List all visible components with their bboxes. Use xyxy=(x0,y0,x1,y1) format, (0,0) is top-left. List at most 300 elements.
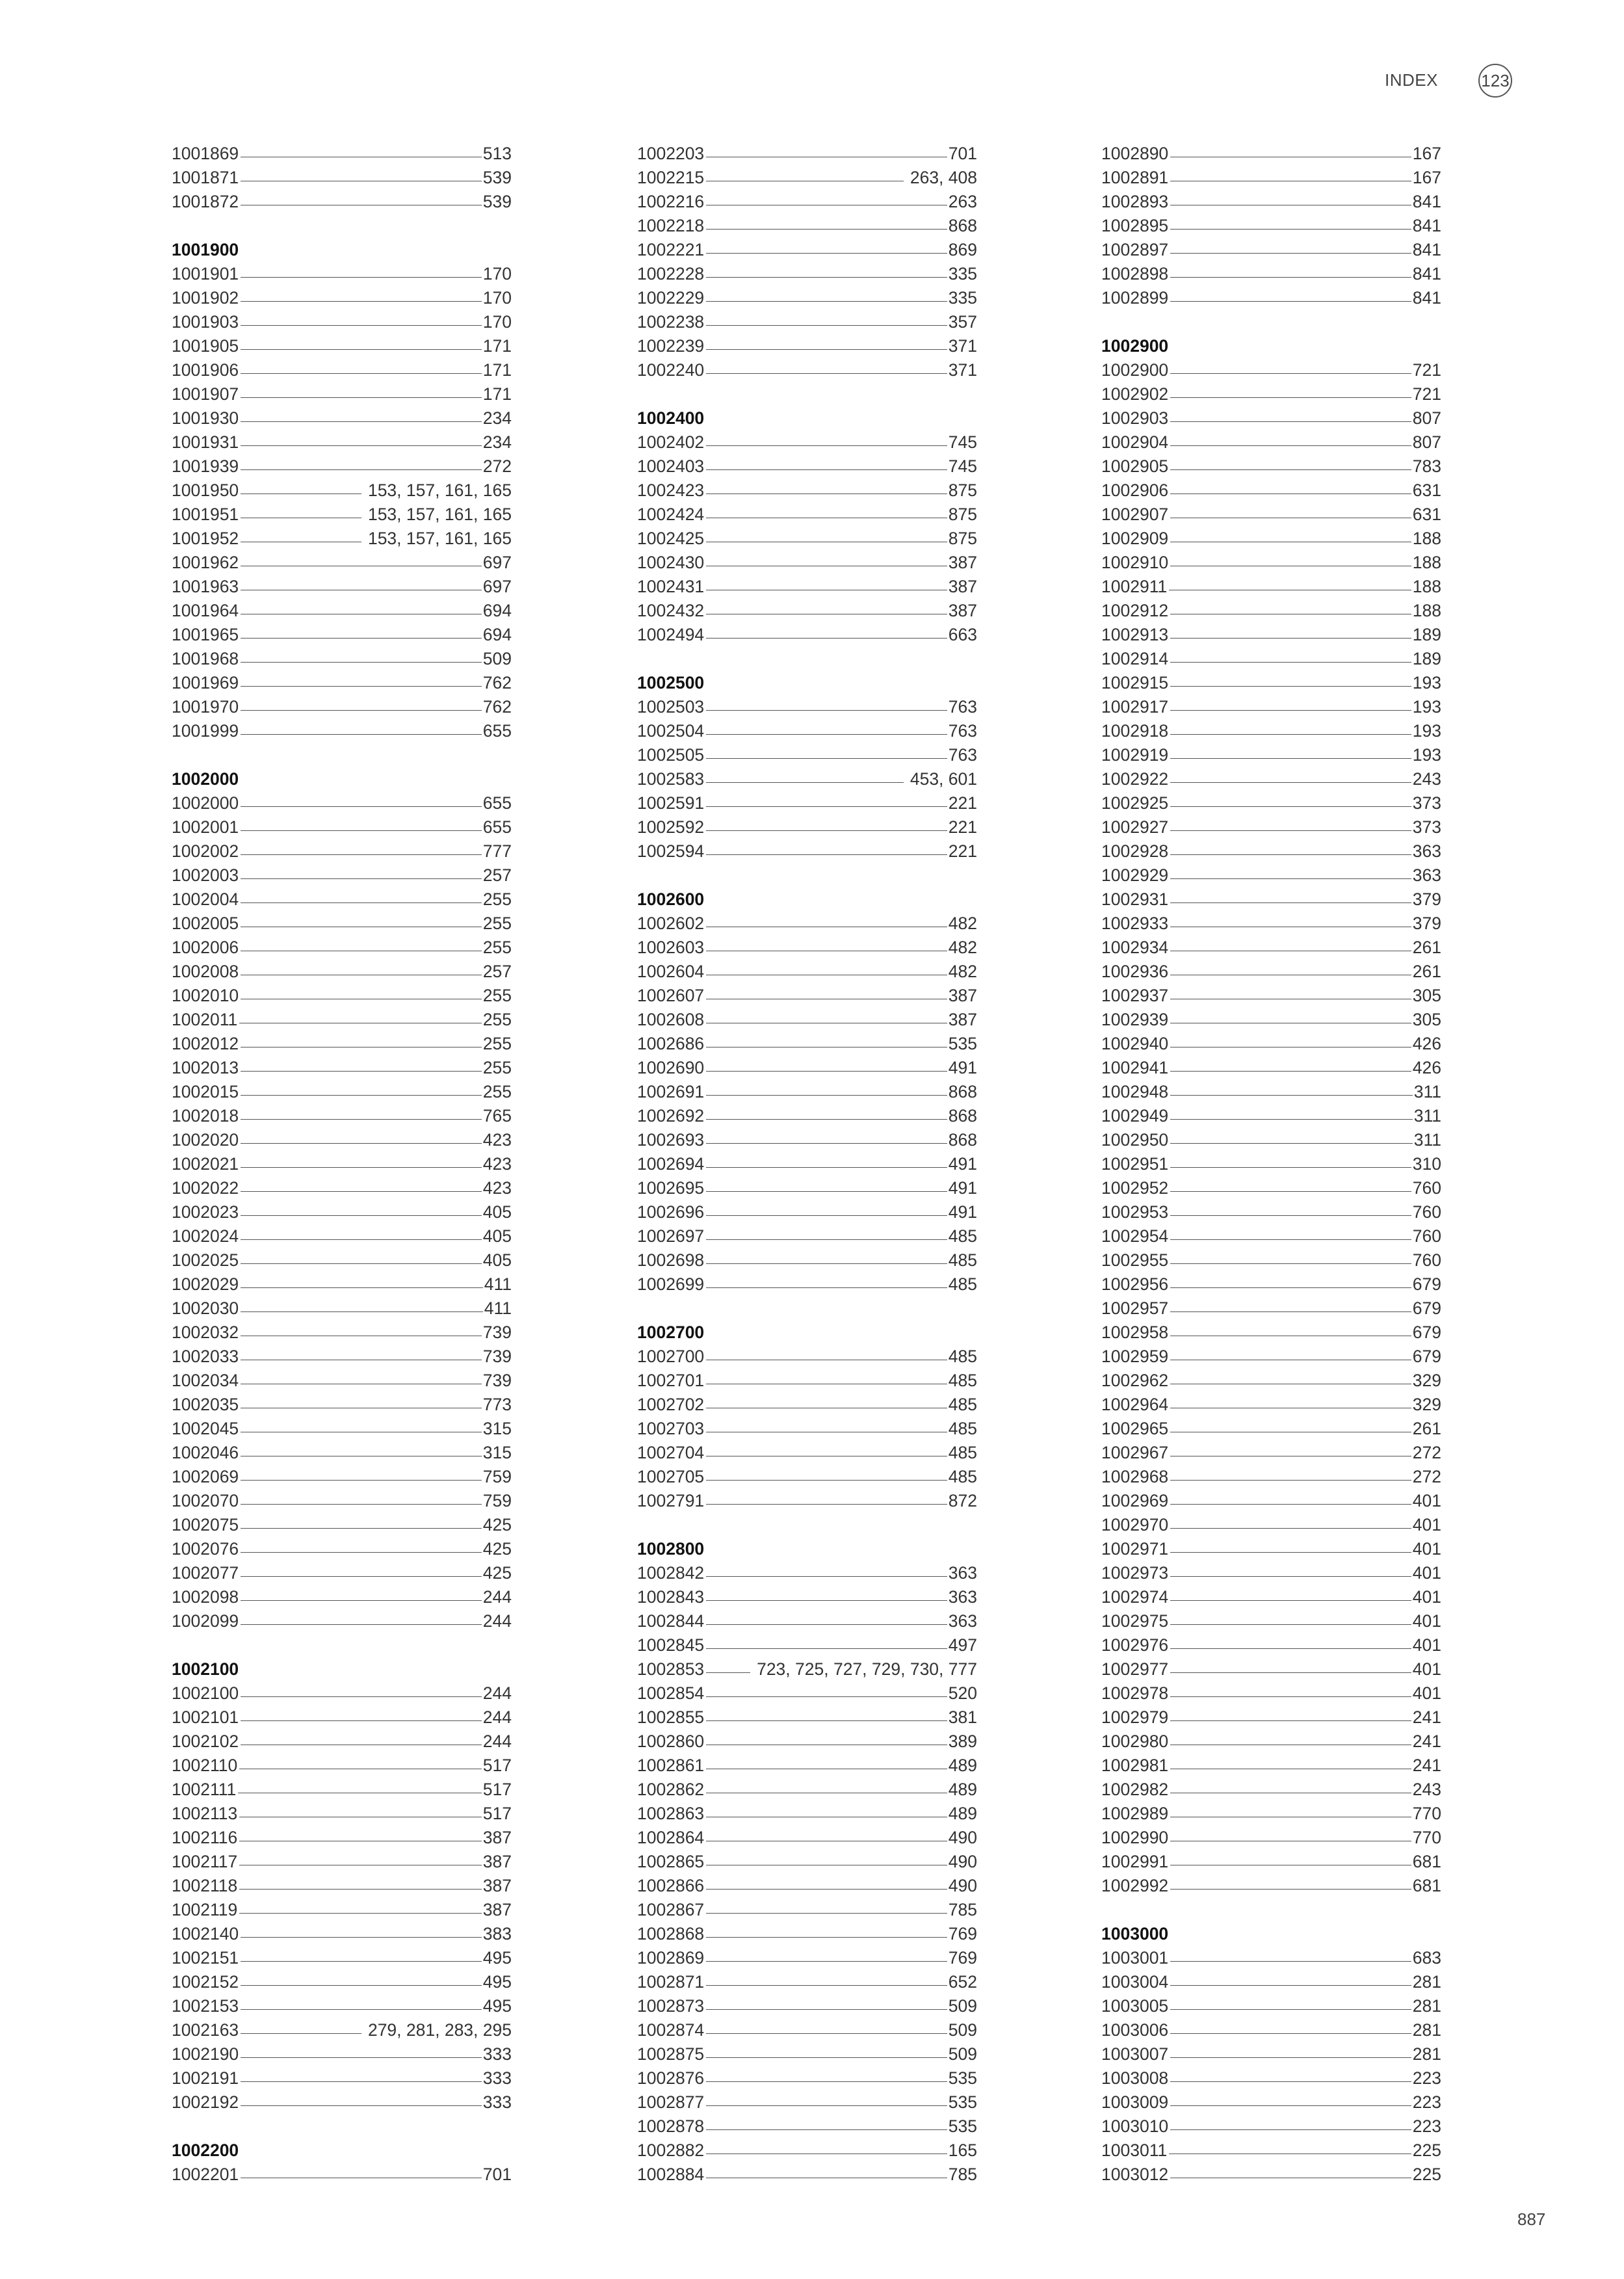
index-entry xyxy=(1101,1537,1441,1561)
page-reference: 401 xyxy=(1412,1563,1441,1583)
page-reference: 171 xyxy=(482,336,512,356)
page-reference: 188 xyxy=(1412,529,1441,548)
leader-line xyxy=(706,2129,947,2130)
article-number: 1002035 xyxy=(172,1395,239,1414)
article-number: 1003008 xyxy=(1101,2068,1169,2088)
article-number: 1002860 xyxy=(637,1732,705,1751)
leader-line xyxy=(241,2105,482,2106)
page-reference: 405 xyxy=(482,1202,512,1222)
index-entry xyxy=(1101,1706,1441,1730)
leader-line xyxy=(706,2009,947,2010)
index-entry xyxy=(637,1056,977,1080)
article-number: 1002698 xyxy=(637,1250,705,1270)
article-number: 1002034 xyxy=(172,1371,239,1390)
article-number: 1002911 xyxy=(1101,577,1168,596)
article-number: 1002215 xyxy=(637,168,705,187)
page-reference: 485 xyxy=(948,1467,977,1486)
page-reference: 401 xyxy=(1412,1539,1441,1559)
leader-line xyxy=(706,638,947,639)
page-reference: 244 xyxy=(482,1707,512,1727)
leader-line xyxy=(241,1191,482,1192)
article-number: 1002077 xyxy=(172,1563,239,1583)
leader-line xyxy=(706,782,904,783)
article-number: 1002505 xyxy=(637,745,705,765)
page-reference: 453, 601 xyxy=(910,769,977,789)
index-entry xyxy=(172,647,512,671)
article-number: 1002898 xyxy=(1101,264,1169,283)
page-reference: 241 xyxy=(1412,1707,1441,1727)
article-number: 1002705 xyxy=(637,1467,705,1486)
article-number: 1002959 xyxy=(1101,1347,1169,1366)
article-number: 1002424 xyxy=(637,505,705,524)
index-entry xyxy=(637,960,977,984)
leader-line xyxy=(1170,1119,1413,1120)
leader-line xyxy=(706,1287,947,1288)
index-entry xyxy=(1101,166,1441,190)
article-number: 1002897 xyxy=(1101,240,1169,259)
article-number: 1001902 xyxy=(172,288,239,308)
index-entry xyxy=(1101,1321,1441,1345)
index-entry xyxy=(172,430,512,454)
page-reference: 379 xyxy=(1412,889,1441,909)
index-entry xyxy=(172,1922,512,1946)
index-entry xyxy=(1101,863,1441,888)
index-entry xyxy=(637,912,977,936)
article-number: 1002117 xyxy=(172,1852,238,1871)
article-number: 1002968 xyxy=(1101,1467,1169,1486)
index-entry xyxy=(1101,1489,1441,1513)
leader-line xyxy=(241,1720,482,1721)
index-entry xyxy=(637,1441,977,1465)
index-entry xyxy=(1101,671,1441,695)
index-entry xyxy=(172,1224,512,1248)
article-number: 1002893 xyxy=(1101,192,1169,211)
index-entry xyxy=(637,358,977,382)
page-reference: 723, 725, 727, 729, 730, 777 xyxy=(757,1659,977,1679)
leader-line xyxy=(241,1480,482,1481)
index-entry xyxy=(637,1898,977,1922)
article-number: 1002967 xyxy=(1101,1443,1169,1462)
leader-line xyxy=(241,1215,482,1216)
page-reference: 485 xyxy=(948,1274,977,1294)
index-entry xyxy=(637,815,977,839)
page-reference: 401 xyxy=(1412,1611,1441,1631)
article-number: 1003006 xyxy=(1101,2020,1169,2040)
index-entry xyxy=(637,1754,977,1778)
article-number: 1002948 xyxy=(1101,1082,1169,1101)
index-entry xyxy=(637,1032,977,1056)
article-number: 1002853 xyxy=(637,1659,705,1679)
article-number: 1002900 xyxy=(1101,360,1169,380)
article-number: 1002844 xyxy=(637,1611,705,1631)
index-entry xyxy=(172,1946,512,1970)
page-reference: 387 xyxy=(482,1852,512,1871)
page-reference: 765 xyxy=(482,1106,512,1126)
article-number: 1002190 xyxy=(172,2044,239,2064)
article-number: 1002608 xyxy=(637,1010,705,1029)
page-reference: 868 xyxy=(948,216,977,235)
page-reference: 272 xyxy=(1412,1467,1441,1486)
index-entry xyxy=(172,695,512,719)
index-entry xyxy=(172,936,512,960)
page-reference: 425 xyxy=(482,1539,512,1559)
article-number: 1002221 xyxy=(637,240,705,259)
page-reference: 679 xyxy=(1412,1347,1441,1366)
index-entry xyxy=(637,1585,977,1609)
article-number: 1002927 xyxy=(1101,817,1169,837)
index-entry xyxy=(1101,695,1441,719)
index-entry xyxy=(172,1994,512,2018)
page-reference: 193 xyxy=(1412,745,1441,765)
leader-line xyxy=(241,1576,482,1577)
page-reference: 401 xyxy=(1412,1587,1441,1607)
article-number: 1002116 xyxy=(172,1828,238,1847)
article-number: 1002100 xyxy=(172,1683,239,1703)
index-entry xyxy=(1101,406,1441,430)
index-group-heading: 1002400 xyxy=(637,408,705,428)
article-number: 1002163 xyxy=(172,2020,239,2040)
index-entry xyxy=(1101,479,1441,503)
page-reference: 868 xyxy=(948,1130,977,1150)
page-reference: 739 xyxy=(482,1371,512,1390)
index-entry xyxy=(1101,1200,1441,1224)
index-entry xyxy=(637,1417,977,1441)
page-reference: 683 xyxy=(1412,1948,1441,1968)
index-entry xyxy=(1101,936,1441,960)
page-reference: 387 xyxy=(948,1010,977,1029)
page-reference: 539 xyxy=(482,192,512,211)
leader-line xyxy=(1170,1287,1411,1288)
index-entry xyxy=(637,214,977,238)
page-reference: 679 xyxy=(1412,1298,1441,1318)
page-reference: 387 xyxy=(948,577,977,596)
index-entry xyxy=(1101,815,1441,839)
page-reference: 739 xyxy=(482,1347,512,1366)
article-number: 1002882 xyxy=(637,2141,705,2160)
page-reference: 535 xyxy=(948,2092,977,2112)
article-number: 1002939 xyxy=(1101,1010,1169,1029)
leader-line xyxy=(1170,301,1411,302)
index-entry xyxy=(1101,1585,1441,1609)
article-number: 1002696 xyxy=(637,1202,705,1222)
leader-line xyxy=(241,1937,482,1938)
article-number: 1002504 xyxy=(637,721,705,741)
index-entry xyxy=(637,2139,977,2163)
page-reference: 387 xyxy=(482,1900,512,1919)
leader-line xyxy=(241,854,482,855)
index-entry xyxy=(1101,1176,1441,1200)
index-entry xyxy=(172,1200,512,1224)
article-number: 1002069 xyxy=(172,1467,239,1486)
page-reference: 423 xyxy=(482,1154,512,1174)
index-entry xyxy=(172,1393,512,1417)
index-entry xyxy=(1101,503,1441,527)
index-entry xyxy=(1101,286,1441,310)
page-reference: 243 xyxy=(1412,1780,1441,1799)
page-reference: 263 xyxy=(948,192,977,211)
index-entry xyxy=(637,2163,977,2187)
index-entry xyxy=(1101,1369,1441,1393)
page-reference: 261 xyxy=(1412,962,1441,981)
index-entry xyxy=(1101,1561,1441,1585)
page-reference: 485 xyxy=(948,1226,977,1246)
index-group-heading: 1002800 xyxy=(637,1539,705,1559)
page-reference: 223 xyxy=(1412,2068,1441,2088)
page-reference: 188 xyxy=(1412,577,1441,596)
article-number: 1002843 xyxy=(637,1587,705,1607)
leader-line xyxy=(1170,758,1411,759)
index-entry xyxy=(1101,1633,1441,1657)
article-number: 1002956 xyxy=(1101,1274,1169,1294)
leader-line xyxy=(1170,2081,1411,2082)
article-number: 1002914 xyxy=(1101,649,1169,668)
index-group-heading: 1003000 xyxy=(1101,1924,1169,1943)
page-reference: 189 xyxy=(1412,625,1441,644)
article-number: 1002021 xyxy=(172,1154,239,1174)
leader-line xyxy=(241,1119,482,1120)
leader-line xyxy=(241,1961,482,1962)
leader-line xyxy=(706,1624,947,1625)
article-number: 1002977 xyxy=(1101,1659,1169,1679)
index-entry xyxy=(637,599,977,623)
article-number: 1002970 xyxy=(1101,1515,1169,1535)
leader-line xyxy=(706,1215,947,1216)
article-number: 1002791 xyxy=(637,1491,705,1510)
index-entry xyxy=(637,1128,977,1152)
page-reference: 721 xyxy=(1412,384,1441,404)
index-entry xyxy=(1101,1032,1441,1056)
page-reference: 241 xyxy=(1412,1756,1441,1775)
index-entry xyxy=(637,743,977,767)
page-reference: 485 xyxy=(948,1250,977,1270)
page-reference: 745 xyxy=(948,432,977,452)
leader-line xyxy=(1170,1961,1411,1962)
leader-line xyxy=(241,325,482,326)
leader-line xyxy=(1170,1071,1411,1072)
page-reference: 310 xyxy=(1412,1154,1441,1174)
index-entry xyxy=(172,1802,512,1826)
page-reference: 261 xyxy=(1412,938,1441,957)
index-entry xyxy=(1101,1224,1441,1248)
index-column-2 xyxy=(637,142,977,2187)
article-number: 1002430 xyxy=(637,553,705,572)
leader-line xyxy=(706,854,947,855)
page-reference: 760 xyxy=(1412,1250,1441,1270)
page-reference: 357 xyxy=(948,312,977,332)
page-reference: 281 xyxy=(1412,2044,1441,2064)
article-number: 1002904 xyxy=(1101,432,1169,452)
article-number: 1002239 xyxy=(637,336,705,356)
leader-line xyxy=(706,1672,750,1673)
page-reference: 333 xyxy=(482,2044,512,2064)
article-number: 1002020 xyxy=(172,1130,239,1150)
index-entry xyxy=(172,1850,512,1874)
index-entry xyxy=(637,2042,977,2066)
article-number: 1002697 xyxy=(637,1226,705,1246)
index-entry xyxy=(1101,719,1441,743)
article-number: 1002192 xyxy=(172,2092,239,2112)
leader-line xyxy=(241,469,482,470)
index-entry xyxy=(1101,1778,1441,1802)
page-reference: 517 xyxy=(482,1756,512,1775)
article-number: 1003011 xyxy=(1101,2141,1168,2160)
article-number: 1002591 xyxy=(637,793,705,813)
article-number: 1001871 xyxy=(172,168,239,187)
article-number: 1002603 xyxy=(637,938,705,957)
article-number: 1002191 xyxy=(172,2068,239,2088)
index-entry xyxy=(172,527,512,551)
article-number: 1002032 xyxy=(172,1323,239,1342)
index-entry xyxy=(1101,647,1441,671)
page-reference: 841 xyxy=(1412,240,1441,259)
page-reference: 255 xyxy=(482,938,512,957)
index-entry xyxy=(172,671,512,695)
index-entry xyxy=(1101,1994,1441,2018)
article-number: 1002403 xyxy=(637,456,705,476)
article-number: 1001950 xyxy=(172,481,239,500)
index-entry xyxy=(172,310,512,334)
index-entry xyxy=(172,863,512,888)
index-entry xyxy=(172,1008,512,1032)
page-reference: 509 xyxy=(482,649,512,668)
page-reference: 841 xyxy=(1412,264,1441,283)
index-entry xyxy=(1101,1080,1441,1104)
leader-line xyxy=(1170,1696,1411,1697)
leader-line xyxy=(239,1889,482,1890)
article-number: 1001872 xyxy=(172,192,239,211)
article-number: 1002854 xyxy=(637,1683,705,1703)
page-reference: 770 xyxy=(1412,1828,1441,1847)
leader-line xyxy=(1170,1263,1411,1264)
page-reference: 495 xyxy=(482,1996,512,2016)
article-number: 1001964 xyxy=(172,601,239,620)
article-number: 1002203 xyxy=(637,144,705,163)
article-number: 1001952 xyxy=(172,529,239,548)
page-reference: 655 xyxy=(482,721,512,741)
index-entry xyxy=(172,1874,512,1898)
article-number: 1001999 xyxy=(172,721,239,741)
article-number: 1002229 xyxy=(637,288,705,308)
article-number: 1002979 xyxy=(1101,1707,1169,1727)
article-number: 1002029 xyxy=(172,1274,239,1294)
page-reference: 333 xyxy=(482,2068,512,2088)
index-entry xyxy=(172,1441,512,1465)
leader-line xyxy=(1170,662,1411,663)
index-entry xyxy=(637,984,977,1008)
page-reference: 373 xyxy=(1412,793,1441,813)
page-reference: 681 xyxy=(1412,1876,1441,1895)
page-reference: 411 xyxy=(484,1298,512,1318)
leader-line xyxy=(706,1985,947,1986)
index-entry xyxy=(172,286,512,310)
page-reference: 193 xyxy=(1412,721,1441,741)
index-column-3 xyxy=(1101,142,1441,2187)
index-entry xyxy=(637,839,977,863)
page-reference: 401 xyxy=(1412,1515,1441,1535)
leader-line xyxy=(1170,1095,1413,1096)
leader-line xyxy=(1170,1311,1411,1312)
article-number: 1002119 xyxy=(172,1900,238,1919)
index-entry xyxy=(172,1152,512,1176)
index-entry xyxy=(1101,1441,1441,1465)
leader-line xyxy=(241,1600,482,1601)
article-number: 1002699 xyxy=(637,1274,705,1294)
index-group-heading: 1002900 xyxy=(1101,336,1169,356)
article-number: 1003010 xyxy=(1101,2116,1169,2136)
leader-line xyxy=(241,373,482,374)
page-reference: 387 xyxy=(482,1876,512,1895)
leader-line xyxy=(706,1095,947,1096)
index-entry xyxy=(1101,1128,1441,1152)
index-entry xyxy=(172,503,512,527)
index-entry xyxy=(172,2042,512,2066)
page-reference: 485 xyxy=(948,1443,977,1462)
article-number: 1002863 xyxy=(637,1804,705,1823)
leader-line xyxy=(1170,686,1411,687)
page-reference: 401 xyxy=(1412,1635,1441,1655)
index-group-heading: 1002000 xyxy=(172,769,239,789)
index-entry xyxy=(637,238,977,262)
article-number: 1002868 xyxy=(637,1924,705,1943)
article-number: 1002990 xyxy=(1101,1828,1169,1847)
article-number: 1002006 xyxy=(172,938,239,957)
article-number: 1003007 xyxy=(1101,2044,1169,2064)
article-number: 1002703 xyxy=(637,1419,705,1438)
index-entry xyxy=(1101,839,1441,863)
index-entry xyxy=(637,1224,977,1248)
leader-line xyxy=(706,1576,947,1577)
leader-line xyxy=(241,1071,482,1072)
article-number: 1002004 xyxy=(172,889,239,909)
index-entry xyxy=(637,142,977,166)
page-reference: 329 xyxy=(1412,1395,1441,1414)
page-reference: 869 xyxy=(948,240,977,259)
leader-line xyxy=(1170,2129,1411,2130)
leader-line xyxy=(239,1913,482,1914)
article-number: 1002002 xyxy=(172,841,239,861)
index-entry xyxy=(1101,912,1441,936)
index-entry xyxy=(637,334,977,358)
leader-line xyxy=(706,1889,947,1890)
index-entry xyxy=(637,719,977,743)
page-reference: 311 xyxy=(1413,1130,1441,1150)
page-reference: 221 xyxy=(948,841,977,861)
page-reference: 171 xyxy=(482,384,512,404)
article-number: 1002700 xyxy=(637,1347,705,1366)
leader-line xyxy=(1170,397,1411,398)
article-number: 1002690 xyxy=(637,1058,705,1077)
page-reference: 697 xyxy=(482,553,512,572)
article-number: 1002704 xyxy=(637,1443,705,1462)
index-entry xyxy=(1101,430,1441,454)
article-number: 1001903 xyxy=(172,312,239,332)
page-reference: 875 xyxy=(948,505,977,524)
page-reference: 763 xyxy=(948,721,977,741)
article-number: 1002423 xyxy=(637,481,705,500)
page-reference: 426 xyxy=(1412,1034,1441,1053)
index-entry xyxy=(637,1104,977,1128)
leader-line xyxy=(241,1167,482,1168)
index-entry xyxy=(172,1898,512,1922)
index-entry xyxy=(637,262,977,286)
leader-line xyxy=(241,1239,482,1240)
article-number: 1002895 xyxy=(1101,216,1169,235)
index-entry xyxy=(172,1489,512,1513)
page-reference: 363 xyxy=(1412,841,1441,861)
index-entry xyxy=(1101,2163,1441,2187)
index-entry xyxy=(172,358,512,382)
leader-line xyxy=(1170,1672,1411,1673)
